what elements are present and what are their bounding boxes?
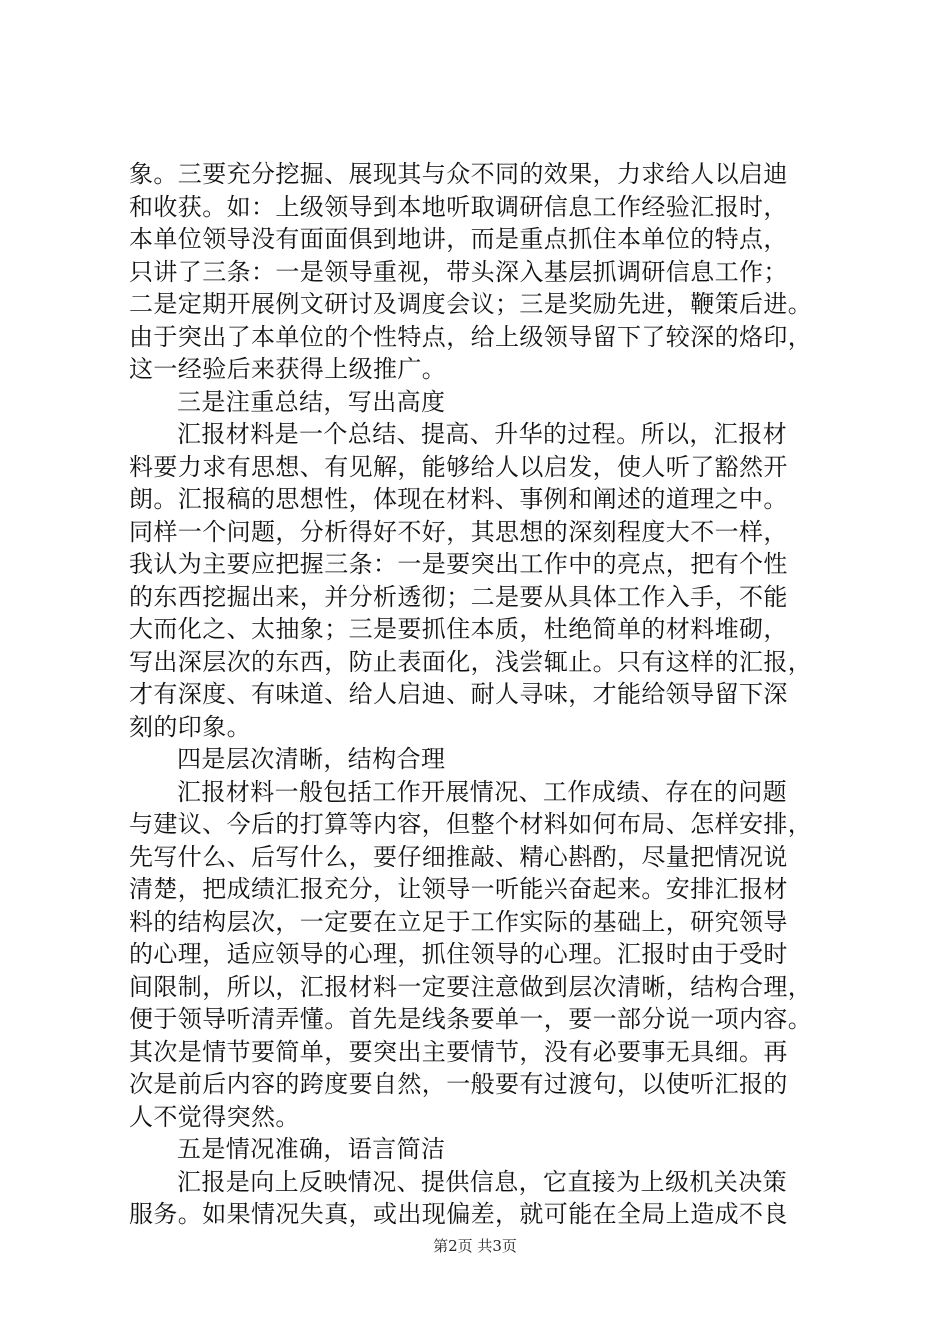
text-line: 二是定期开展例文研讨及调度会议；三是奖励先进，鞭策后进。 xyxy=(129,290,813,318)
text-line: 由于突出了本单位的个性特点，给上级领导留下了较深的烙印， xyxy=(129,322,813,351)
text-line: 的心理，适应领导的心理，抓住领导的心理。汇报时由于受时 xyxy=(129,940,788,968)
text-line: 同样一个问题，分析得好不好，其思想的深刻程度大不一样， xyxy=(129,517,788,546)
text-line: 间限制，所以，汇报材料一定要注意做到层次清晰，结构合理， xyxy=(129,972,813,1001)
text-line: 料要力求有思想、有见解，能够给人以启发，使人听了豁然开 xyxy=(129,452,788,481)
section-heading: 四是层次清晰，结构合理 xyxy=(177,745,446,773)
paragraph-first-line: 汇报是向上反映情况、提供信息，它直接为上级机关决策 xyxy=(177,1167,787,1196)
text-line: 大而化之、太抽象；三是要抓住本质，杜绝简单的材料堆砌， xyxy=(129,615,788,643)
paragraph-first-line: 汇报材料一般包括工作开展情况、工作成绩、存在的问题 xyxy=(177,777,787,806)
text-line: 才有深度、有味道、给人启迪、耐人寻味，才能给领导留下深 xyxy=(129,680,788,708)
text-line: 刻的印象。 xyxy=(129,712,251,741)
text-line: 写出深层次的东西，防止表面化，浅尝辄止。只有这样的汇报， xyxy=(129,647,813,676)
text-line: 与建议、今后的打算等内容，但整个材料如何布局、怎样安排， xyxy=(129,810,813,838)
text-line: 朗。汇报稿的思想性，体现在材料、事例和阐述的道理之中。 xyxy=(129,485,788,513)
text-line: 先写什么、后写什么，要仔细推敲、精心斟酌，尽量把情况说 xyxy=(129,842,788,871)
text-line: 清楚，把成绩汇报充分，让领导一听能兴奋起来。安排汇报材 xyxy=(129,875,788,903)
text-line: 料的结构层次，一定要在立足于工作实际的基础上，研究领导 xyxy=(129,907,788,936)
text-line: 人不觉得突然。 xyxy=(129,1102,300,1131)
text-line: 和收获。如：上级领导到本地听取调研信息工作经验汇报时， xyxy=(129,192,788,221)
page-number-footer: 第2页 共3页 xyxy=(433,1237,517,1255)
section-heading: 五是情况准确，语言简洁 xyxy=(177,1135,446,1163)
section-heading: 三是注重总结，写出高度 xyxy=(177,387,446,416)
text-line: 服务。如果情况失真，或出现偏差，就可能在全局上造成不良 xyxy=(129,1200,788,1228)
text-line: 的东西挖掘出来，并分析透彻；二是要从具体工作入手，不能 xyxy=(129,582,788,611)
text-line: 其次是情节要简单，要突出主要情节，没有必要事无具细。再 xyxy=(129,1037,788,1066)
text-line: 便于领导听清弄懂。首先是线条要单一，要一部分说一项内容。 xyxy=(129,1005,813,1033)
text-line: 次是前后内容的跨度要自然，一般要有过渡句，以使听汇报的 xyxy=(129,1070,788,1098)
paragraph-first-line: 汇报材料是一个总结、提高、升华的过程。所以，汇报材 xyxy=(177,420,787,448)
text-line: 只讲了三条：一是领导重视，带头深入基层抓调研信息工作； xyxy=(129,257,788,286)
text-line: 本单位领导没有面面俱到地讲，而是重点抓住本单位的特点， xyxy=(129,225,788,253)
text-line: 象。三要充分挖掘、展现其与众不同的效果，力求给人以启迪 xyxy=(129,160,788,188)
text-line: 我认为主要应把握三条：一是要突出工作中的亮点，把有个性 xyxy=(129,550,788,578)
document-body xyxy=(129,158,849,1231)
text-line: 这一经验后来获得上级推广。 xyxy=(129,355,447,383)
